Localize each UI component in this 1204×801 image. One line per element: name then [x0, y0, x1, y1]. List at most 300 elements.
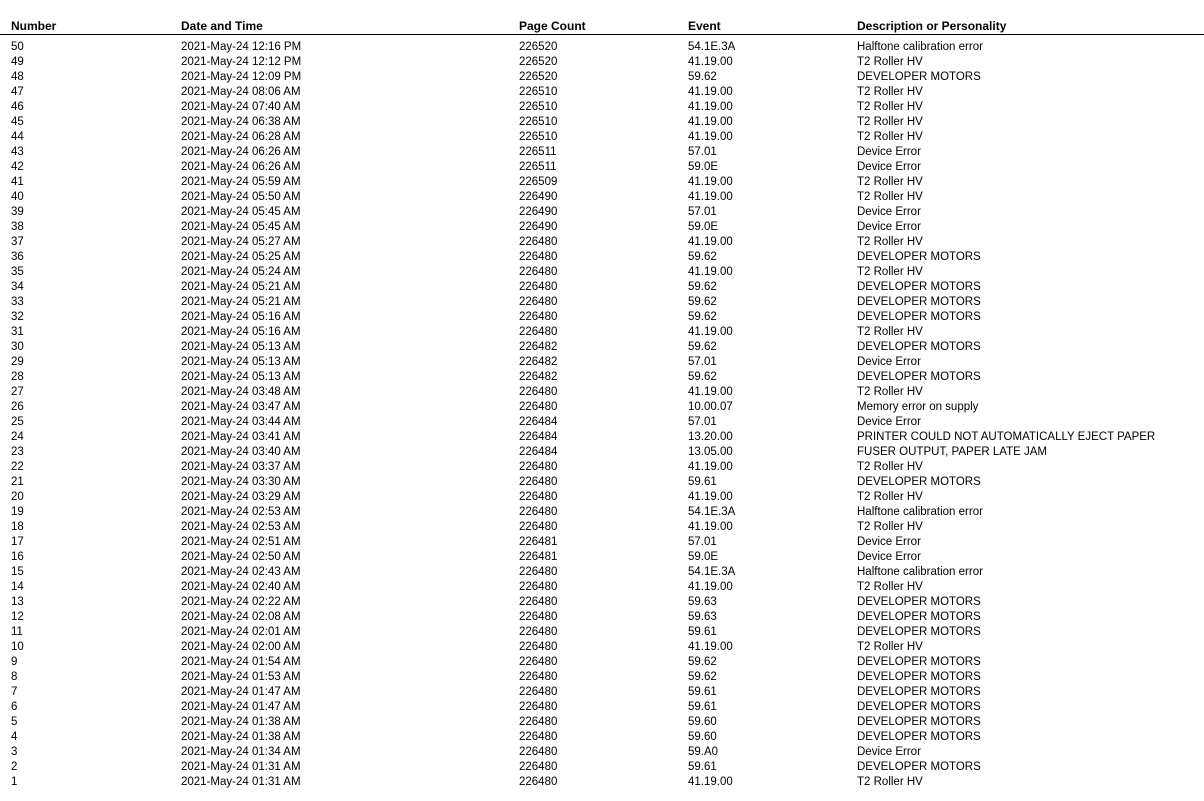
- table-row: [0, 40, 1204, 55]
- table-row: [0, 445, 1204, 460]
- cell-description: DEVELOPER MOTORS: [857, 671, 981, 683]
- cell-number: 32: [11, 311, 24, 323]
- cell-date-time: 2021-May-24 02:53 AM: [181, 506, 301, 518]
- cell-number: 39: [11, 206, 24, 218]
- cell-date-time: 2021-May-24 06:38 AM: [181, 116, 301, 128]
- cell-event: 59.62: [688, 311, 717, 323]
- cell-date-time: 2021-May-24 03:44 AM: [181, 416, 301, 428]
- cell-number: 14: [11, 581, 24, 593]
- cell-date-time: 2021-May-24 05:27 AM: [181, 236, 301, 248]
- cell-page-count: 226480: [519, 281, 558, 293]
- cell-page-count: 226480: [519, 251, 558, 263]
- column-header-page-count: Page Count: [519, 19, 586, 33]
- cell-description: Device Error: [857, 356, 921, 368]
- cell-number: 50: [11, 41, 24, 53]
- cell-number: 28: [11, 371, 24, 383]
- cell-number: 2: [11, 761, 18, 773]
- cell-page-count: 226490: [519, 206, 558, 218]
- cell-page-count: 226480: [519, 611, 558, 623]
- cell-number: 29: [11, 356, 24, 368]
- cell-event: 59.62: [688, 341, 717, 353]
- cell-description: Memory error on supply: [857, 401, 979, 413]
- cell-date-time: 2021-May-24 05:45 AM: [181, 221, 301, 233]
- cell-page-count: 226480: [519, 626, 558, 638]
- cell-number: 24: [11, 431, 24, 443]
- cell-event: 41.19.00: [688, 386, 733, 398]
- cell-page-count: 226510: [519, 131, 558, 143]
- table-row: [0, 550, 1204, 565]
- table-row: [0, 760, 1204, 775]
- cell-page-count: 226480: [519, 701, 558, 713]
- table-row: [0, 340, 1204, 355]
- cell-number: 17: [11, 536, 24, 548]
- cell-description: Device Error: [857, 551, 921, 563]
- cell-number: 36: [11, 251, 24, 263]
- cell-description: DEVELOPER MOTORS: [857, 701, 981, 713]
- cell-date-time: 2021-May-24 06:28 AM: [181, 131, 301, 143]
- cell-description: DEVELOPER MOTORS: [857, 296, 981, 308]
- cell-description: Device Error: [857, 206, 921, 218]
- cell-number: 1: [11, 776, 18, 788]
- table-row: [0, 490, 1204, 505]
- cell-event: 57.01: [688, 536, 717, 548]
- cell-page-count: 226482: [519, 341, 558, 353]
- cell-page-count: 226480: [519, 656, 558, 668]
- cell-date-time: 2021-May-24 02:22 AM: [181, 596, 301, 608]
- cell-description: T2 Roller HV: [857, 176, 923, 188]
- cell-description: T2 Roller HV: [857, 236, 923, 248]
- cell-description: PRINTER COULD NOT AUTOMATICALLY EJECT PAPER: [857, 431, 1156, 443]
- cell-description: DEVELOPER MOTORS: [857, 611, 981, 623]
- cell-description: Halftone calibration error: [857, 506, 983, 518]
- cell-page-count: 226480: [519, 401, 558, 413]
- cell-page-count: 226480: [519, 566, 558, 578]
- table-header: [0, 18, 1204, 35]
- cell-event: 57.01: [688, 206, 717, 218]
- cell-number: 37: [11, 236, 24, 248]
- cell-event: 59.62: [688, 251, 717, 263]
- cell-page-count: 226520: [519, 71, 558, 83]
- cell-page-count: 226480: [519, 746, 558, 758]
- cell-number: 42: [11, 161, 24, 173]
- cell-event: 13.05.00: [688, 446, 733, 458]
- cell-description: T2 Roller HV: [857, 461, 923, 473]
- cell-description: T2 Roller HV: [857, 86, 923, 98]
- cell-number: 40: [11, 191, 24, 203]
- cell-number: 3: [11, 746, 18, 758]
- cell-description: DEVELOPER MOTORS: [857, 71, 981, 83]
- cell-description: DEVELOPER MOTORS: [857, 716, 981, 728]
- cell-date-time: 2021-May-24 06:26 AM: [181, 146, 301, 158]
- cell-description: T2 Roller HV: [857, 776, 923, 788]
- table-row: [0, 220, 1204, 235]
- cell-event: 59.0E: [688, 551, 719, 563]
- cell-date-time: 2021-May-24 12:12 PM: [181, 56, 302, 68]
- table-row: [0, 520, 1204, 535]
- cell-date-time: 2021-May-24 05:16 AM: [181, 326, 301, 338]
- cell-description: DEVELOPER MOTORS: [857, 371, 981, 383]
- table-row: [0, 175, 1204, 190]
- cell-date-time: 2021-May-24 05:21 AM: [181, 281, 301, 293]
- cell-date-time: 2021-May-24 01:54 AM: [181, 656, 301, 668]
- table-row: [0, 55, 1204, 70]
- cell-date-time: 2021-May-24 01:31 AM: [181, 776, 301, 788]
- cell-event: 41.19.00: [688, 101, 733, 113]
- table-row: [0, 205, 1204, 220]
- cell-date-time: 2021-May-24 05:16 AM: [181, 311, 301, 323]
- cell-number: 10: [11, 641, 24, 653]
- cell-page-count: 226490: [519, 221, 558, 233]
- table-row: [0, 235, 1204, 250]
- cell-event: 41.19.00: [688, 86, 733, 98]
- table-row: [0, 745, 1204, 760]
- cell-event: 41.19.00: [688, 326, 733, 338]
- cell-date-time: 2021-May-24 01:31 AM: [181, 761, 301, 773]
- table-row: [0, 325, 1204, 340]
- cell-number: 21: [11, 476, 24, 488]
- cell-event: 41.19.00: [688, 236, 733, 248]
- cell-description: DEVELOPER MOTORS: [857, 656, 981, 668]
- cell-number: 31: [11, 326, 24, 338]
- cell-description: DEVELOPER MOTORS: [857, 686, 981, 698]
- cell-date-time: 2021-May-24 05:13 AM: [181, 341, 301, 353]
- event-log-table: [0, 18, 1204, 790]
- cell-event: 41.19.00: [688, 131, 733, 143]
- table-row: [0, 265, 1204, 280]
- table-row: [0, 100, 1204, 115]
- cell-event: 59.62: [688, 71, 717, 83]
- cell-event: 59.62: [688, 656, 717, 668]
- cell-number: 44: [11, 131, 24, 143]
- cell-number: 6: [11, 701, 18, 713]
- table-row: [0, 610, 1204, 625]
- cell-number: 35: [11, 266, 24, 278]
- table-row: [0, 415, 1204, 430]
- cell-date-time: 2021-May-24 01:47 AM: [181, 701, 301, 713]
- cell-page-count: 226480: [519, 641, 558, 653]
- table-row: [0, 640, 1204, 655]
- cell-date-time: 2021-May-24 03:30 AM: [181, 476, 301, 488]
- cell-event: 57.01: [688, 416, 717, 428]
- cell-date-time: 2021-May-24 05:59 AM: [181, 176, 301, 188]
- cell-description: Device Error: [857, 416, 921, 428]
- cell-number: 23: [11, 446, 24, 458]
- column-header-date-time: Date and Time: [181, 19, 263, 33]
- cell-event: 59.62: [688, 371, 717, 383]
- cell-event: 41.19.00: [688, 776, 733, 788]
- cell-event: 10.00.07: [688, 401, 733, 413]
- cell-date-time: 2021-May-24 05:50 AM: [181, 191, 301, 203]
- cell-description: DEVELOPER MOTORS: [857, 596, 981, 608]
- cell-number: 45: [11, 116, 24, 128]
- cell-date-time: 2021-May-24 03:37 AM: [181, 461, 301, 473]
- table-row: [0, 670, 1204, 685]
- table-row: [0, 400, 1204, 415]
- cell-number: 33: [11, 296, 24, 308]
- cell-description: T2 Roller HV: [857, 581, 923, 593]
- cell-description: T2 Roller HV: [857, 191, 923, 203]
- cell-page-count: 226511: [519, 146, 557, 158]
- cell-event: 59.61: [688, 761, 717, 773]
- cell-number: 30: [11, 341, 24, 353]
- cell-number: 20: [11, 491, 24, 503]
- cell-description: T2 Roller HV: [857, 491, 923, 503]
- cell-number: 13: [11, 596, 24, 608]
- table-row: [0, 730, 1204, 745]
- cell-description: T2 Roller HV: [857, 266, 923, 278]
- cell-page-count: 226480: [519, 686, 558, 698]
- table-row: [0, 145, 1204, 160]
- table-row: [0, 460, 1204, 475]
- table-row: [0, 595, 1204, 610]
- cell-page-count: 226520: [519, 56, 558, 68]
- cell-description: FUSER OUTPUT, PAPER LATE JAM: [857, 446, 1047, 458]
- cell-page-count: 226480: [519, 476, 558, 488]
- cell-page-count: 226484: [519, 416, 558, 428]
- cell-event: 41.19.00: [688, 56, 733, 68]
- cell-number: 43: [11, 146, 24, 158]
- cell-date-time: 2021-May-24 02:53 AM: [181, 521, 301, 533]
- cell-date-time: 2021-May-24 02:01 AM: [181, 626, 301, 638]
- cell-description: Halftone calibration error: [857, 566, 983, 578]
- cell-page-count: 226480: [519, 326, 558, 338]
- cell-page-count: 226520: [519, 41, 558, 53]
- cell-event: 59.63: [688, 611, 717, 623]
- cell-page-count: 226482: [519, 371, 558, 383]
- cell-description: Halftone calibration error: [857, 41, 983, 53]
- cell-date-time: 2021-May-24 03:41 AM: [181, 431, 301, 443]
- cell-event: 41.19.00: [688, 176, 733, 188]
- table-row: [0, 190, 1204, 205]
- table-row: [0, 280, 1204, 295]
- cell-event: 59.0E: [688, 221, 719, 233]
- column-header-event: Event: [688, 19, 721, 33]
- cell-date-time: 2021-May-24 01:38 AM: [181, 716, 301, 728]
- cell-event: 59.61: [688, 686, 717, 698]
- cell-description: T2 Roller HV: [857, 101, 923, 113]
- table-row: [0, 70, 1204, 85]
- cell-event: 59.62: [688, 671, 717, 683]
- cell-event: 13.20.00: [688, 431, 733, 443]
- cell-number: 25: [11, 416, 24, 428]
- cell-number: 9: [11, 656, 18, 668]
- cell-number: 46: [11, 101, 24, 113]
- cell-page-count: 226490: [519, 191, 558, 203]
- cell-event: 41.19.00: [688, 581, 733, 593]
- cell-date-time: 2021-May-24 02:08 AM: [181, 611, 301, 623]
- cell-description: Device Error: [857, 161, 921, 173]
- cell-page-count: 226510: [519, 101, 558, 113]
- cell-page-count: 226480: [519, 716, 558, 728]
- cell-event: 41.19.00: [688, 491, 733, 503]
- cell-description: T2 Roller HV: [857, 116, 923, 128]
- table-body: [0, 35, 1204, 790]
- cell-number: 15: [11, 566, 24, 578]
- cell-number: 48: [11, 71, 24, 83]
- cell-description: T2 Roller HV: [857, 56, 923, 68]
- cell-event: 57.01: [688, 356, 717, 368]
- cell-page-count: 226480: [519, 581, 558, 593]
- table-row: [0, 115, 1204, 130]
- cell-page-count: 226480: [519, 236, 558, 248]
- table-row: [0, 475, 1204, 490]
- cell-date-time: 2021-May-24 01:34 AM: [181, 746, 301, 758]
- cell-page-count: 226480: [519, 776, 558, 788]
- cell-event: 59.63: [688, 596, 717, 608]
- cell-number: 8: [11, 671, 18, 683]
- cell-date-time: 2021-May-24 06:26 AM: [181, 161, 301, 173]
- cell-date-time: 2021-May-24 02:00 AM: [181, 641, 301, 653]
- cell-date-time: 2021-May-24 03:29 AM: [181, 491, 301, 503]
- cell-date-time: 2021-May-24 03:48 AM: [181, 386, 301, 398]
- cell-number: 22: [11, 461, 24, 473]
- cell-date-time: 2021-May-24 01:38 AM: [181, 731, 301, 743]
- cell-page-count: 226484: [519, 431, 558, 443]
- cell-page-count: 226510: [519, 116, 558, 128]
- cell-number: 19: [11, 506, 24, 518]
- table-row: [0, 715, 1204, 730]
- cell-number: 11: [11, 626, 23, 638]
- table-row: [0, 535, 1204, 550]
- cell-number: 27: [11, 386, 24, 398]
- cell-page-count: 226484: [519, 446, 558, 458]
- cell-page-count: 226480: [519, 491, 558, 503]
- cell-number: 49: [11, 56, 24, 68]
- table-row: [0, 85, 1204, 100]
- table-row: [0, 700, 1204, 715]
- cell-event: 57.01: [688, 146, 717, 158]
- cell-page-count: 226509: [519, 176, 558, 188]
- cell-description: DEVELOPER MOTORS: [857, 281, 981, 293]
- cell-event: 41.19.00: [688, 266, 733, 278]
- cell-description: DEVELOPER MOTORS: [857, 311, 981, 323]
- cell-date-time: 2021-May-24 03:47 AM: [181, 401, 301, 413]
- cell-date-time: 2021-May-24 05:13 AM: [181, 371, 301, 383]
- table-row: [0, 295, 1204, 310]
- cell-date-time: 2021-May-24 05:24 AM: [181, 266, 301, 278]
- cell-event: 41.19.00: [688, 116, 733, 128]
- cell-event: 54.1E.3A: [688, 566, 736, 578]
- cell-date-time: 2021-May-24 02:40 AM: [181, 581, 301, 593]
- cell-page-count: 226481: [519, 551, 558, 563]
- cell-event: 59.60: [688, 716, 717, 728]
- table-row: [0, 370, 1204, 385]
- cell-page-count: 226482: [519, 356, 558, 368]
- cell-description: T2 Roller HV: [857, 326, 923, 338]
- table-row: [0, 430, 1204, 445]
- cell-description: DEVELOPER MOTORS: [857, 251, 981, 263]
- cell-number: 18: [11, 521, 24, 533]
- cell-event: 59.61: [688, 701, 717, 713]
- cell-date-time: 2021-May-24 07:40 AM: [181, 101, 301, 113]
- cell-number: 34: [11, 281, 24, 293]
- table-row: [0, 310, 1204, 325]
- table-row: [0, 130, 1204, 145]
- cell-description: T2 Roller HV: [857, 131, 923, 143]
- cell-description: T2 Roller HV: [857, 641, 923, 653]
- cell-date-time: 2021-May-24 02:51 AM: [181, 536, 301, 548]
- cell-event: 41.19.00: [688, 461, 733, 473]
- cell-event: 41.19.00: [688, 191, 733, 203]
- cell-page-count: 226480: [519, 761, 558, 773]
- cell-event: 59.60: [688, 731, 717, 743]
- cell-page-count: 226480: [519, 506, 558, 518]
- cell-page-count: 226510: [519, 86, 558, 98]
- cell-date-time: 2021-May-24 05:45 AM: [181, 206, 301, 218]
- cell-number: 4: [11, 731, 18, 743]
- table-row: [0, 505, 1204, 520]
- cell-number: 38: [11, 221, 24, 233]
- cell-page-count: 226480: [519, 731, 558, 743]
- cell-event: 54.1E.3A: [688, 41, 736, 53]
- table-row: [0, 655, 1204, 670]
- cell-date-time: 2021-May-24 02:43 AM: [181, 566, 301, 578]
- cell-description: Device Error: [857, 746, 921, 758]
- cell-page-count: 226480: [519, 461, 558, 473]
- cell-page-count: 226480: [519, 521, 558, 533]
- cell-description: DEVELOPER MOTORS: [857, 731, 981, 743]
- table-row: [0, 580, 1204, 595]
- cell-description: DEVELOPER MOTORS: [857, 626, 981, 638]
- cell-number: 5: [11, 716, 18, 728]
- cell-description: T2 Roller HV: [857, 521, 923, 533]
- cell-page-count: 226480: [519, 386, 558, 398]
- cell-page-count: 226511: [519, 161, 557, 173]
- cell-number: 7: [11, 686, 18, 698]
- table-row: [0, 775, 1204, 790]
- cell-event: 59.61: [688, 626, 717, 638]
- cell-description: DEVELOPER MOTORS: [857, 476, 981, 488]
- cell-event: 59.A0: [688, 746, 719, 758]
- cell-number: 16: [11, 551, 24, 563]
- cell-date-time: 2021-May-24 05:21 AM: [181, 296, 301, 308]
- cell-event: 41.19.00: [688, 641, 733, 653]
- table-row: [0, 355, 1204, 370]
- cell-date-time: 2021-May-24 02:50 AM: [181, 551, 301, 563]
- cell-event: 59.0E: [688, 161, 719, 173]
- table-row: [0, 160, 1204, 175]
- cell-event: 59.62: [688, 296, 717, 308]
- cell-number: 47: [11, 86, 24, 98]
- cell-page-count: 226480: [519, 596, 558, 608]
- table-row: [0, 565, 1204, 580]
- cell-description: Device Error: [857, 146, 921, 158]
- cell-event: 59.62: [688, 281, 717, 293]
- cell-event: 59.61: [688, 476, 717, 488]
- column-header-description: Description or Personality: [857, 19, 1007, 33]
- cell-description: DEVELOPER MOTORS: [857, 761, 981, 773]
- cell-date-time: 2021-May-24 01:53 AM: [181, 671, 301, 683]
- cell-description: Device Error: [857, 536, 921, 548]
- cell-date-time: 2021-May-24 05:13 AM: [181, 356, 301, 368]
- cell-date-time: 2021-May-24 12:16 PM: [181, 41, 302, 53]
- cell-date-time: 2021-May-24 12:09 PM: [181, 71, 302, 83]
- cell-page-count: 226480: [519, 266, 558, 278]
- cell-number: 41: [11, 176, 24, 188]
- cell-date-time: 2021-May-24 03:40 AM: [181, 446, 301, 458]
- cell-page-count: 226480: [519, 311, 558, 323]
- cell-date-time: 2021-May-24 01:47 AM: [181, 686, 301, 698]
- cell-event: 41.19.00: [688, 521, 733, 533]
- cell-page-count: 226481: [519, 536, 558, 548]
- table-row: [0, 250, 1204, 265]
- cell-description: Device Error: [857, 221, 921, 233]
- cell-page-count: 226480: [519, 671, 558, 683]
- table-row: [0, 625, 1204, 640]
- cell-description: T2 Roller HV: [857, 386, 923, 398]
- table-row: [0, 385, 1204, 400]
- column-header-number: Number: [11, 19, 57, 33]
